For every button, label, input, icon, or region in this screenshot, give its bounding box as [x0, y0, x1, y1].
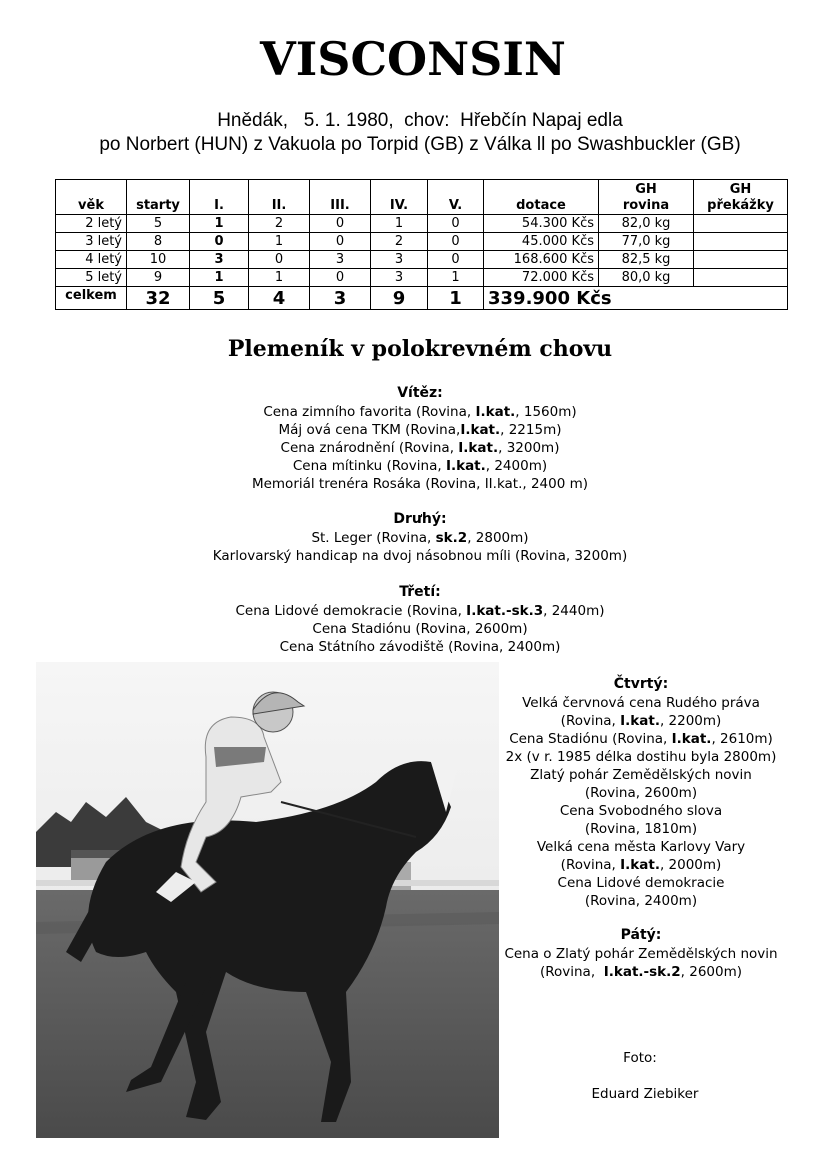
table-cell: 0	[249, 251, 310, 269]
race-category: I.kat.-sk.2	[603, 964, 681, 980]
table-row	[56, 233, 788, 251]
race-text: , 2600m)	[680, 964, 743, 980]
race-text: (Rovina, 2600m)	[584, 785, 698, 801]
race-category: I.kat.	[620, 713, 660, 729]
race-text: (Rovina, 1810m)	[584, 821, 698, 837]
race-line	[0, 620, 826, 638]
race-text: Cena zimního favorita (Rovina,	[263, 404, 476, 420]
race-category: I.kat.-sk.3	[466, 603, 544, 619]
race-line	[0, 638, 826, 656]
table-cell: 9	[127, 269, 190, 287]
race-text: Máj ová cena TKM (Rovina,	[278, 422, 461, 438]
gh-jumps-label: GH překážky	[707, 182, 774, 213]
race-text: (Rovina,	[560, 713, 621, 729]
table-header-row	[56, 180, 788, 215]
race-text: Cena Stadiónu (Rovina, 2600m)	[312, 621, 528, 637]
race-text: Velká červnová cena Rudého práva	[522, 695, 760, 711]
race-category: I.kat.	[460, 422, 501, 438]
race-category: I.kat.	[671, 731, 712, 747]
table-cell: 82,5 kg	[599, 251, 694, 269]
race-text: 2x (v r. 1985 délka dostihu byla 2800m)	[505, 749, 777, 765]
table-cell: 72.000 Kčs	[484, 269, 599, 287]
fifth-place-section	[496, 926, 786, 981]
race-line	[496, 730, 786, 748]
table-total-row	[56, 287, 788, 310]
table-cell: 5 letý	[56, 269, 127, 287]
table-cell: 82,0 kg	[599, 215, 694, 233]
race-text: , 2215m)	[500, 422, 562, 438]
race-text: (Rovina,	[539, 964, 604, 980]
total-cell: 339.900 Kčs	[484, 287, 788, 310]
second-place-list	[0, 529, 826, 565]
table-cell: 1	[371, 215, 428, 233]
total-label: celkem	[56, 287, 127, 310]
race-line	[496, 945, 786, 963]
table-cell	[694, 233, 788, 251]
table-cell: 1	[190, 269, 249, 287]
col-header-fifth: V.	[428, 180, 484, 215]
fourth-place-list	[496, 694, 786, 910]
col-header-second: II.	[249, 180, 310, 215]
table-cell: 3	[371, 269, 428, 287]
race-text: Cena Svobodného slova	[559, 803, 723, 819]
third-place-section	[0, 583, 826, 656]
table-cell: 0	[428, 233, 484, 251]
total-cell: 3	[310, 287, 371, 310]
winner-section	[0, 384, 826, 493]
race-line	[0, 529, 826, 547]
race-line	[0, 403, 826, 421]
col-header-gh-jumps	[694, 180, 788, 215]
col-header-fourth: IV.	[371, 180, 428, 215]
total-cell: 9	[371, 287, 428, 310]
table-cell: 2 letý	[56, 215, 127, 233]
table-cell: 168.600 Kčs	[484, 251, 599, 269]
winner-heading: Vítěz:	[397, 385, 443, 401]
horse-name-title: VISCONSIN	[260, 32, 566, 86]
race-text: (Rovina, 2400m)	[584, 893, 698, 909]
race-text: , 3200m)	[498, 440, 560, 456]
section-title: Plemeník v polokrevném chovu	[227, 336, 613, 362]
table-cell: 0	[428, 251, 484, 269]
table-cell	[694, 269, 788, 287]
race-line	[496, 874, 786, 892]
table-cell: 1	[249, 233, 310, 251]
table-cell: 0	[310, 269, 371, 287]
race-text: Karlovarský handicap na dvoj násobnou míli (Rovina, 3200m)	[212, 548, 628, 564]
pedigree-line: po Norbert (HUN) z Vakuola po Torpid (GB) z Válka ll po Swashbuckler (GB)	[99, 134, 741, 155]
table-cell: 0	[310, 215, 371, 233]
fourth-place-section	[496, 675, 786, 910]
race-text: , 1560m)	[515, 404, 577, 420]
table-cell: 2	[371, 233, 428, 251]
table-cell: 2	[249, 215, 310, 233]
race-text: Cena o Zlatý pohár Zemědělských novin	[504, 946, 778, 962]
race-text: , 2000m)	[659, 857, 722, 873]
horse-details: Hnědák, 5. 1. 1980, chov: Hřebčín Napaj edla	[217, 110, 623, 131]
winner-list	[0, 403, 826, 493]
race-line	[496, 820, 786, 838]
race-text: , 2440m)	[543, 603, 605, 619]
race-text: Zlatý pohár Zemědělských novin	[530, 767, 752, 783]
race-category: I.kat.	[620, 857, 660, 873]
race-line	[496, 802, 786, 820]
race-line	[496, 694, 786, 712]
table-cell: 5	[127, 215, 190, 233]
race-line	[496, 748, 786, 766]
col-header-age: věk	[56, 180, 127, 215]
table-cell: 1	[190, 215, 249, 233]
table-cell: 0	[190, 233, 249, 251]
fifth-place-heading: Pátý:	[620, 927, 662, 943]
table-cell: 0	[428, 215, 484, 233]
race-text: , 2200m)	[659, 713, 722, 729]
second-place-section	[0, 510, 826, 565]
race-line	[496, 963, 786, 981]
race-text: , 2800m)	[467, 530, 529, 546]
race-line	[0, 457, 826, 475]
table-cell	[694, 215, 788, 233]
table-cell	[694, 251, 788, 269]
race-text: St. Leger (Rovina,	[311, 530, 436, 546]
race-category: I.kat.	[458, 440, 499, 456]
table-cell: 3	[371, 251, 428, 269]
race-category: I.kat.	[475, 404, 516, 420]
race-line	[496, 712, 786, 730]
total-cell: 1	[428, 287, 484, 310]
race-text: Cena mítinku (Rovina,	[292, 458, 446, 474]
table-cell: 3 letý	[56, 233, 127, 251]
horse-and-jockey-photo	[36, 662, 499, 1138]
race-line	[496, 838, 786, 856]
fifth-place-list	[496, 945, 786, 981]
col-header-prize-money: dotace	[484, 180, 599, 215]
third-place-list	[0, 602, 826, 656]
race-line	[0, 421, 826, 439]
race-line	[496, 766, 786, 784]
race-text: , 2610m)	[711, 731, 773, 747]
table-cell: 45.000 Kčs	[484, 233, 599, 251]
race-text: Velká cena města Karlovy Vary	[536, 839, 746, 855]
race-statistics-table	[55, 179, 788, 310]
race-text: Cena znárodnění (Rovina,	[280, 440, 459, 456]
table-row	[56, 251, 788, 269]
table-cell: 3	[190, 251, 249, 269]
table-row	[56, 215, 788, 233]
table-cell: 80,0 kg	[599, 269, 694, 287]
race-text: Cena Státního závodiště (Rovina, 2400m)	[279, 639, 561, 655]
table-cell: 10	[127, 251, 190, 269]
table-cell: 4 letý	[56, 251, 127, 269]
race-category: I.kat.	[445, 458, 486, 474]
photo-label: Foto:	[623, 1050, 657, 1066]
third-place-heading: Třetí:	[399, 584, 441, 600]
race-text: , 2400m)	[485, 458, 548, 474]
race-text: Cena Lidové demokracie (Rovina,	[235, 603, 467, 619]
race-text: Memoriál trenéra Rosáka (Rovina, II.kat., 2400 m)	[251, 476, 589, 492]
race-text: (Rovina,	[560, 857, 621, 873]
total-cell: 5	[190, 287, 249, 310]
race-text: Cena Lidové demokracie	[557, 875, 725, 891]
table-cell: 54.300 Kčs	[484, 215, 599, 233]
second-place-heading: Drưhý:	[393, 511, 447, 527]
total-cell: 4	[249, 287, 310, 310]
race-line	[496, 892, 786, 910]
gh-flat-label: GH rovina	[622, 182, 670, 213]
table-cell: 8	[127, 233, 190, 251]
col-header-starts: starty	[127, 180, 190, 215]
race-line	[0, 602, 826, 620]
fourth-place-heading: Čtvrtý:	[613, 676, 669, 692]
table-row	[56, 269, 788, 287]
race-line	[496, 856, 786, 874]
photographer-name: Eduard Ziebiker	[591, 1086, 699, 1102]
table-cell: 3	[310, 251, 371, 269]
race-line	[0, 547, 826, 565]
col-header-first: I.	[190, 180, 249, 215]
table-cell: 77,0 kg	[599, 233, 694, 251]
table-cell: 0	[310, 233, 371, 251]
race-text: Cena Stadiónu (Rovina,	[509, 731, 672, 747]
table-cell: 1	[428, 269, 484, 287]
total-cell: 32	[127, 287, 190, 310]
table-cell: 1	[249, 269, 310, 287]
race-line	[0, 475, 826, 493]
col-header-third: III.	[310, 180, 371, 215]
race-category: sk.2	[435, 530, 468, 546]
race-line	[496, 784, 786, 802]
race-line	[0, 439, 826, 457]
col-header-gh-flat	[599, 180, 694, 215]
